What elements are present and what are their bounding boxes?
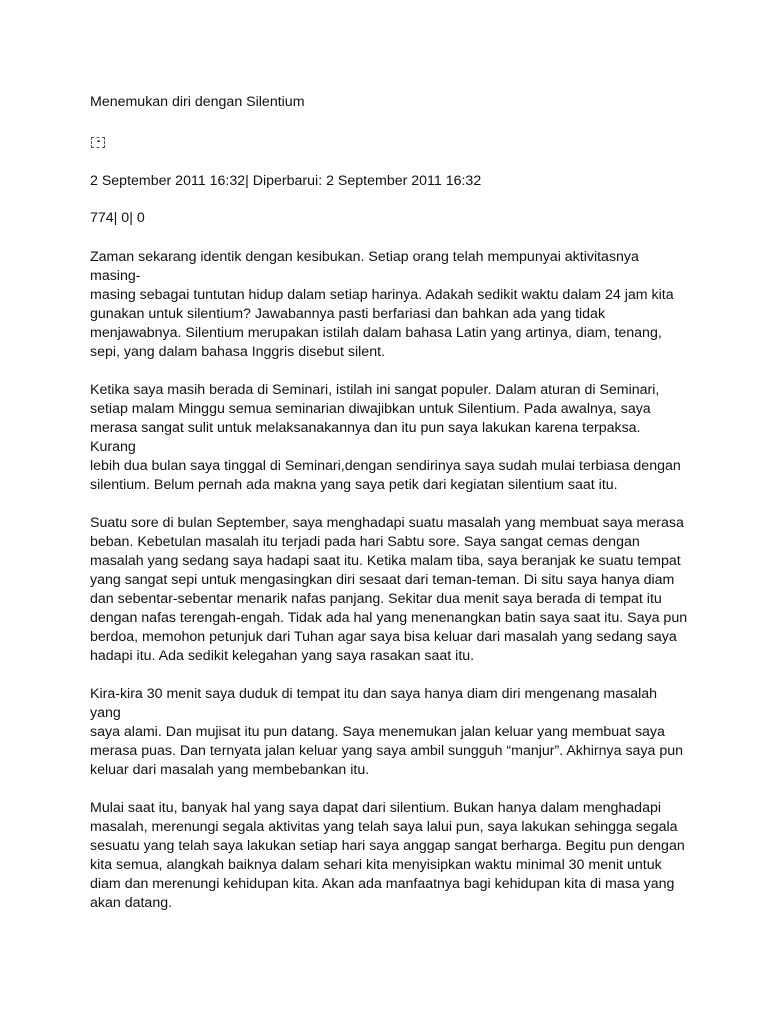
article <box>90 93 690 932</box>
paragraph-line: setiap malam Minggu semua seminarian diwajibkan untuk Silentium. Pada awalnya, saya <box>90 401 651 417</box>
article-paragraph <box>90 514 690 666</box>
paragraph-line: merasa puas. Dan ternyata jalan keluar yang saya ambil sungguh “manjur”. Akhirnya saya pun <box>90 743 684 759</box>
article-body <box>90 248 690 913</box>
article-dates: 2 September 2011 16:32| Diperbarui: 2 September 2011 16:32 <box>90 173 482 189</box>
paragraph-line: kita semua, alangkah baiknya dalam sehari kita menyisipkan waktu minimal 30 menit untuk <box>90 857 662 873</box>
paragraph-line: Zaman sekarang identik dengan kesibukan. Setiap orang telah mempunyai aktivitasnya masing- <box>90 249 639 284</box>
paragraph-line: Suatu sore di bulan September, saya menghadapi suatu masalah yang membuat saya merasa <box>90 515 684 531</box>
article-paragraph <box>90 248 690 362</box>
paragraph-line: dengan nafas terengah-engah. Tidak ada hal yang menenangkan batin saya saat itu. Saya pun <box>90 610 688 626</box>
paragraph-line: gunakan untuk silentium? Jawabannya pasti berfariasi dan bahkan ada yang tidak <box>90 306 606 322</box>
article-stats: 774| 0| 0 <box>90 210 145 226</box>
article-title: Menemukan diri dengan Silentium <box>90 94 305 110</box>
paragraph-line: Mulai saat itu, banyak hal yang saya dapat dari silentium. Bukan hanya dalam menghadapi <box>90 800 662 816</box>
placeholder-glyph-icon <box>90 130 690 172</box>
article-paragraph <box>90 685 690 780</box>
paragraph-line: Kira-kira 30 menit saya duduk di tempat itu dan saya hanya diam diri mengenang masalah yang <box>90 686 658 721</box>
paragraph-line: masalah, merenungi segala aktivitas yang telah saya lalui pun, saya lakukan sehingga segala <box>90 819 678 835</box>
paragraph-line: akan datang. <box>90 895 173 911</box>
paragraph-line: masalah yang sedang saya hadapi saat itu. Ketika malam tiba, saya beranjak ke suatu tempat <box>90 553 681 569</box>
paragraph-line: saya alami. Dan mujisat itu pun datang. Saya menemukan jalan keluar yang membuat saya <box>90 724 665 740</box>
paragraph-line: berdoa, memohon petunjuk dari Tuhan agar saya bisa keluar dari masalah yang sedang saya <box>90 629 677 645</box>
article-paragraph <box>90 381 690 495</box>
paragraph-line: silentium. Belum pernah ada makna yang saya petik dari kegiatan silentium saat itu. <box>90 477 618 493</box>
paragraph-line: hadapi itu. Ada sedikit kelegahan yang saya rasakan saat itu. <box>90 648 475 664</box>
paragraph-line: dan sebentar-sebentar menarik nafas panjang. Sekitar dua menit saya berada di tempat itu <box>90 591 662 607</box>
paragraph-line: masing sebagai tuntutan hidup dalam setiap harinya. Adakah sedikit waktu dalam 24 jam kita <box>90 287 674 303</box>
paragraph-line: keluar dari masalah yang membebankan itu. <box>90 762 370 778</box>
missing-glyph-icon: ▪▪ <box>91 137 105 148</box>
paragraph-line: beban. Kebetulan masalah itu terjadi pada hari Sabtu sore. Saya sangat cemas dengan <box>90 534 640 550</box>
paragraph-line: menjawabnya. Silentium merupakan istilah dalam bahasa Latin yang artinya, diam, tenang, <box>90 325 662 341</box>
paragraph-line: diam dan merenungi kehidupan kita. Akan ada manfaatnya bagi kehidupan kita di masa yang <box>90 876 675 892</box>
paragraph-line: yang sangat sepi untuk mengasingkan diri sesaat dari teman-teman. Di situ saya hanya diam <box>90 572 675 588</box>
article-paragraph <box>90 799 690 913</box>
paragraph-line: lebih dua bulan saya tinggal di Seminari,dengan sendirinya saya sudah mulai terbiasa dengan <box>90 458 681 474</box>
paragraph-line: Ketika saya masih berada di Seminari, istilah ini sangat populer. Dalam aturan di Seminari, <box>90 382 660 398</box>
paragraph-line: sesuatu yang telah saya lakukan setiap hari saya anggap sangat berharga. Begitu pun dengan <box>90 838 685 854</box>
paragraph-line: merasa sangat sulit untuk melaksanakannya dan itu pun saya lakukan karena terpaksa. Kurang <box>90 420 641 455</box>
paragraph-line: sepi, yang dalam bahasa Inggris disebut silent. <box>90 344 385 360</box>
